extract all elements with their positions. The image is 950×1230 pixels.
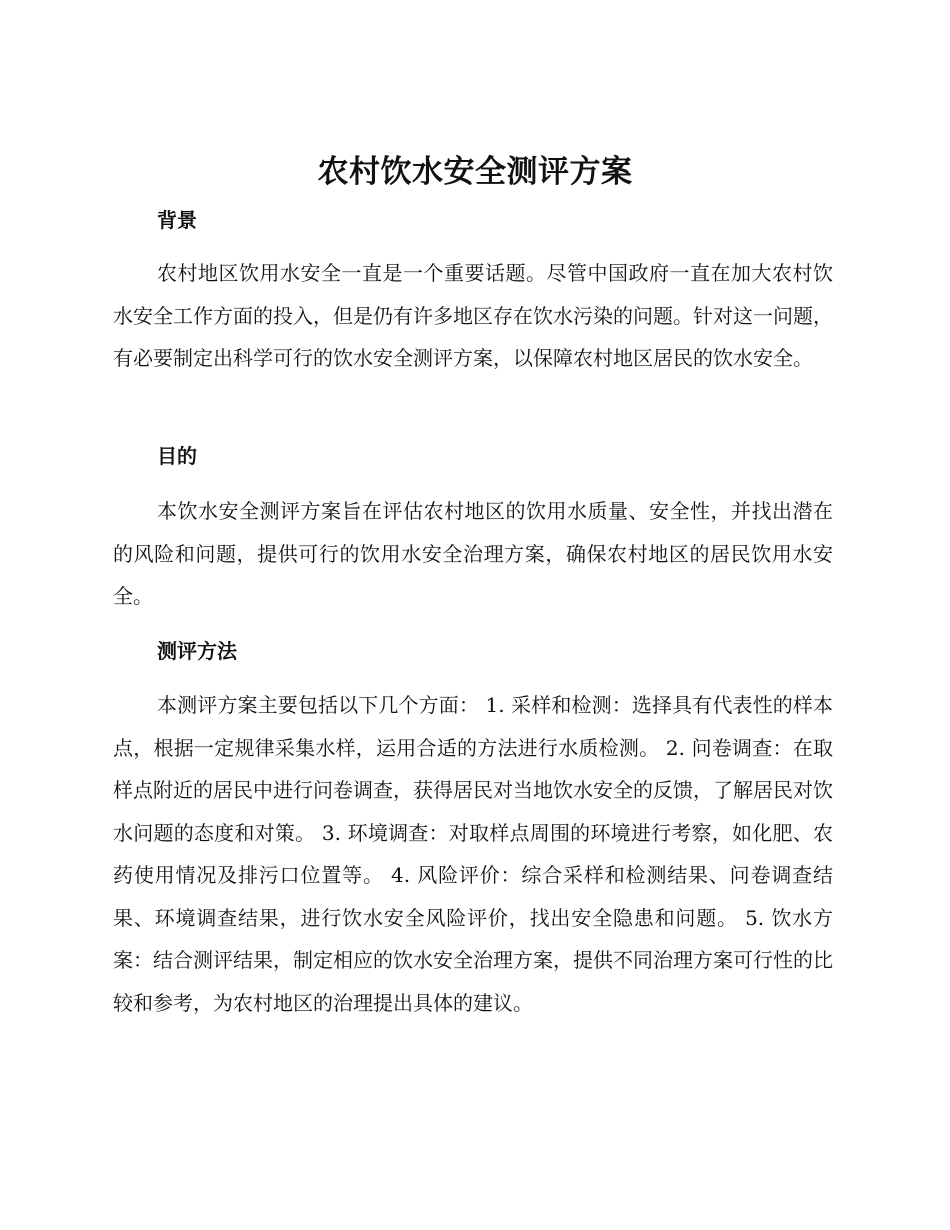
section-heading-method: 测评方法 [157,639,237,663]
section-body-method: 本测评方案主要包括以下几个方面： 1. 采样和检测：选择具有代表性的样本点，根据一定规律采集水样，运用合适的方法进行水质检测。 2. 问卷调查：在取样点附近的居民中进行问卷调查，获得居民对当地饮水安全的反馈，了解居民对饮水问题的态度和对策。 3. 环境调查：对取样点周围的环境进行考察，如化肥、农药使用情况及排污口位置等。 4. 风险评价：综合采样和检测结果、问卷调查结果、环境调查结果，进行饮水安全风险评价，找出安全隐患和问题。 5. 饮水方案：结合测评结果，制定相应的饮水安全治理方案，提供不同治理方案可行性的比较和参考，为农村地区的治理提出具体的建议。 [113,693,833,1015]
section-heading-purpose: 目的 [157,444,197,468]
section-body-background: 农村地区饮用水安全一直是一个重要话题。尽管中国政府一直在加大农村饮水安全工作方面的投入，但是仍有许多地区存在饮水污染的问题。针对这一问题，有必要制定出科学可行的饮水安全测评方案，以保障农村地区居民的饮水安全。 [113,261,833,370]
document-title: 农村饮水安全测评方案 [317,154,633,190]
section-heading-background: 背景 [157,208,197,232]
section-body-purpose: 本饮水安全测评方案旨在评估农村地区的饮用水质量、安全性，并找出潜在的风险和问题，提供可行的饮用水安全治理方案，确保农村地区的居民饮用水安全。 [113,499,833,608]
